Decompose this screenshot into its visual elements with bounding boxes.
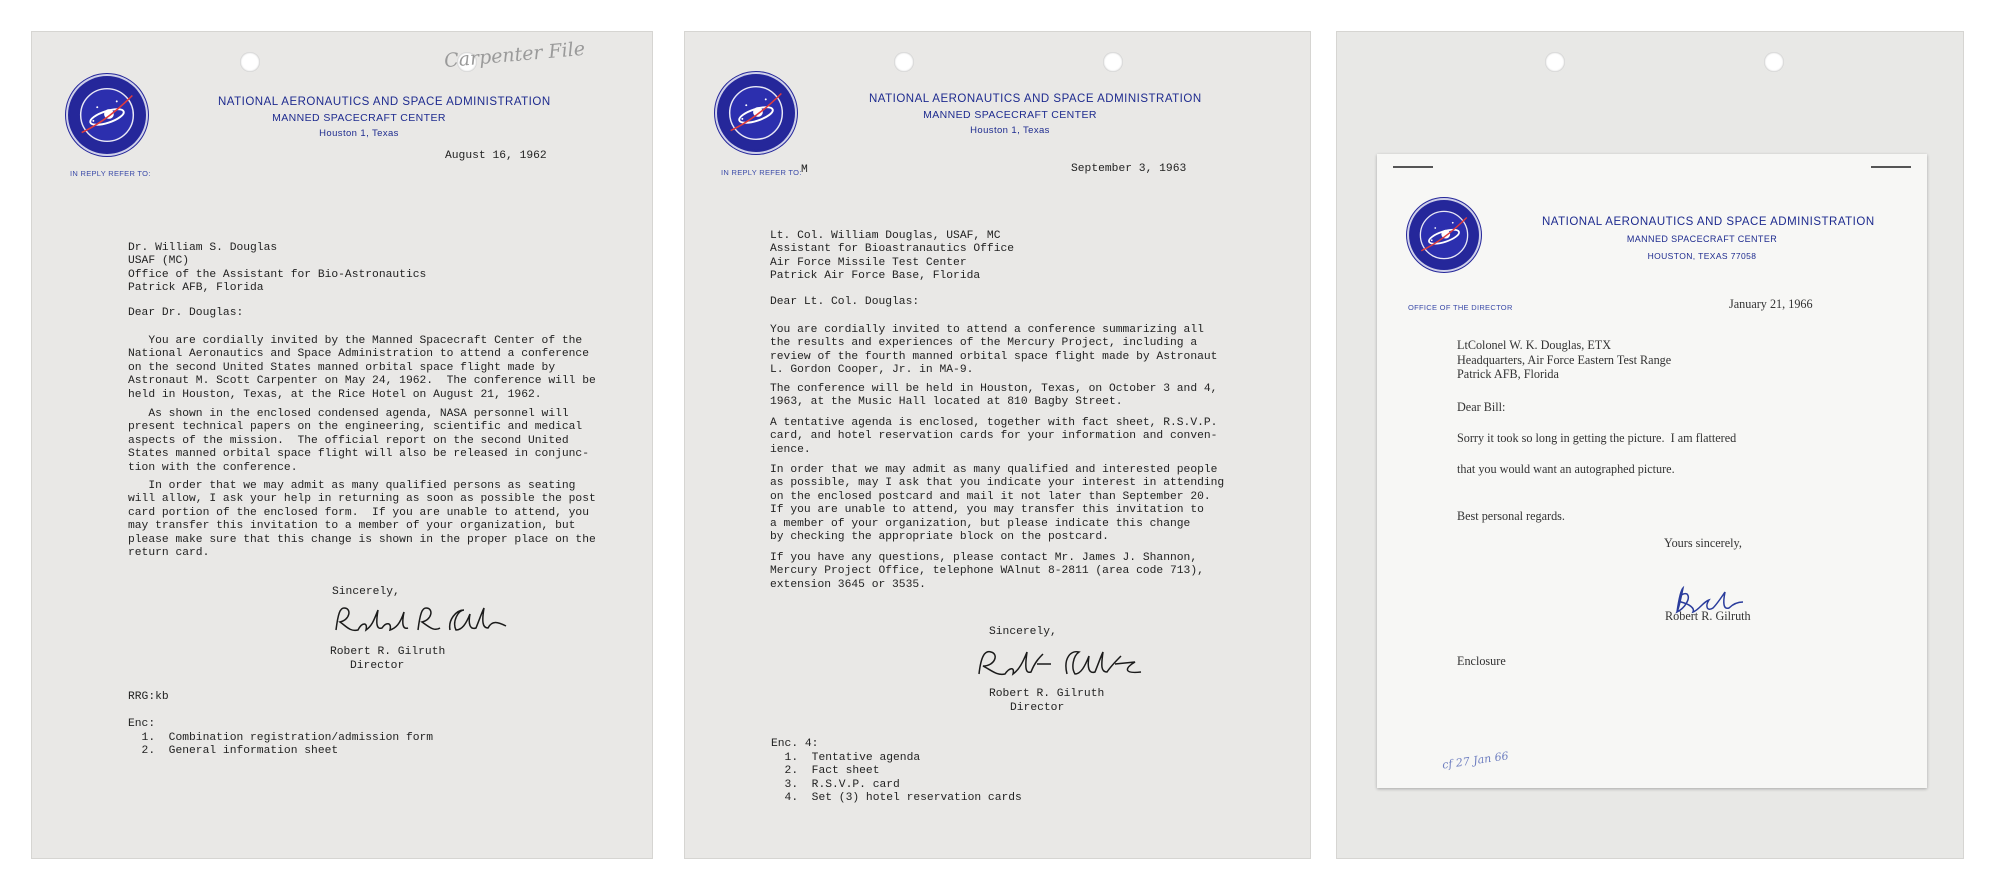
- signature: [330, 600, 510, 642]
- closing: Yours sincerely,: [1664, 536, 1742, 550]
- signer-name: Robert R. Gilruth: [330, 646, 446, 658]
- typist-initials: RRG:kb: [128, 691, 169, 703]
- office-label: OFFICE OF THE DIRECTOR: [1408, 303, 1513, 312]
- recipient-address: Lt. Col. William Douglas, USAF, MC Assistant for Bioastranautics Office Air Force Missile Test Center Patrick Air Force Base, Florida: [770, 230, 1015, 283]
- refer-label: IN REPLY REFER TO:: [70, 169, 151, 178]
- signer-title: Director: [1010, 702, 1065, 714]
- signer-name: Robert R. Gilruth: [1665, 609, 1751, 623]
- letter-1-page: [32, 32, 652, 858]
- regards: Best personal regards.: [1457, 509, 1565, 523]
- agency-name: NATIONAL AERONAUTICS AND SPACE ADMINISTRATION: [869, 93, 1202, 105]
- center-name: MANNED SPACECRAFT CENTER: [272, 112, 446, 124]
- body-paragraph: A tentative agenda is enclosed, together with fact sheet, R.S.V.P. card, and hotel reservation cards for your information and conven- ience.: [770, 417, 1218, 456]
- refer-code: M: [801, 164, 808, 176]
- signer-title: Director: [350, 660, 405, 672]
- enclosure-label: Enc:: [128, 718, 156, 730]
- body-line: that you would want an autographed picture.: [1457, 462, 1675, 476]
- letter-2-page: [685, 32, 1310, 858]
- letterhead: [1542, 216, 1875, 261]
- nasa-seal-icon: [717, 74, 795, 152]
- punch-hole: [1764, 52, 1784, 72]
- enclosure: Enclosure: [1457, 654, 1506, 668]
- handwritten-note: Carpenter File: [443, 37, 586, 73]
- punch-hole: [240, 52, 260, 72]
- punch-hole: [1103, 52, 1123, 72]
- body-paragraph: In order that we may admit as many qualified and interested people as possible, may I ask that you indicate your interest in attending on the enclosed postcard and mail it not later than September 20. If you are unable to attend, you may transfer this invitation to a member of your organization, but please indicate this change by checking the appropriate block on the postcard.: [770, 464, 1225, 544]
- body-paragraph: As shown in the enclosed condensed agenda, NASA personnel will present technical papers on the engineering, scientific and medical aspects of the mission. The official report on the second United States manned orbital space flight will also be released in conjunc- tion with the conference.: [128, 408, 589, 474]
- body-paragraph: The conference will be held in Houston, Texas, on October 3 and 4, 1963, at the Music Hall located at 810 Bagby Street.: [770, 383, 1218, 409]
- letterhead: [218, 96, 551, 139]
- center-name: MANNED SPACECRAFT CENTER: [1626, 234, 1778, 244]
- center-city: Houston 1, Texas: [970, 125, 1050, 136]
- signature: [975, 644, 1145, 686]
- signer-name: Robert R. Gilruth: [989, 688, 1105, 700]
- body-paragraph: In order that we may admit as many qualified persons as seating will allow, I ask your help in returning as soon as possible the post card portion of the enclosed form. If you are unable to attend, you may transfer this invitation to a member of your organization, but please make sure that this change is shown in the proper place on the return card.: [128, 480, 596, 560]
- center-city: HOUSTON, TEXAS 77058: [1647, 251, 1757, 261]
- center-city: Houston 1, Texas: [319, 128, 399, 139]
- enclosure-list: 1. Tentative agenda 2. Fact sheet 3. R.S.V.P. card 4. Set (3) hotel reservation cards: [771, 752, 1022, 805]
- letter-3-sheet: [1377, 154, 1927, 788]
- salutation: Dear Dr. Douglas:: [128, 307, 244, 319]
- staple: [1393, 166, 1433, 168]
- agency-name: NATIONAL AERONAUTICS AND SPACE ADMINISTRATION: [218, 96, 551, 108]
- handwritten-note: cf 27 Jan 66: [1441, 749, 1510, 772]
- body-paragraph: You are cordially invited by the Manned Spacecraft Center of the National Aeronautics and Space Administration to attend a conference on the second United States manned orbital space flight made by Astronaut M. Scott Carpenter on May 24, 1962. The conference will be held in Houston, Texas, at the Rice Hotel on August 21, 1962.: [128, 335, 596, 401]
- closing: Sincerely,: [989, 626, 1057, 638]
- nasa-seal-icon: [1409, 200, 1479, 270]
- body-paragraph: You are cordially invited to attend a conference summarizing all the results and experiences of the Mercury Project, including a review of the fourth manned orbital space flight made by Astronaut L. Gordon Cooper, Jr. in MA-9.: [770, 324, 1218, 377]
- agency-name: NATIONAL AERONAUTICS AND SPACE ADMINISTRATION: [1542, 216, 1875, 228]
- center-name: MANNED SPACECRAFT CENTER: [923, 109, 1097, 121]
- letter-date: January 21, 1966: [1729, 297, 1813, 311]
- enclosure-label: Enc. 4:: [771, 738, 819, 750]
- letter-3-page: [1337, 32, 1963, 858]
- nasa-seal-icon: [68, 76, 146, 154]
- letter-date: August 16, 1962: [445, 150, 547, 162]
- body-line: Sorry it took so long in getting the picture. I am flattered: [1457, 431, 1737, 445]
- letterhead: [869, 93, 1202, 136]
- staple: [1871, 166, 1911, 168]
- recipient-address: LtColonel W. K. Douglas, ETX Headquarters, Air Force Eastern Test Range Patrick AFB, Florida: [1457, 338, 1672, 381]
- salutation: Dear Bill:: [1457, 400, 1506, 414]
- enclosure-list: 1. Combination registration/admission form 2. General information sheet: [128, 732, 434, 758]
- punch-hole: [894, 52, 914, 72]
- closing: Sincerely,: [332, 586, 400, 598]
- body-paragraph: If you have any questions, please contact Mr. James J. Shannon, Mercury Project Office, telephone WAlnut 8-2811 (area code 713), extension 3645 or 3535.: [770, 552, 1204, 591]
- recipient-address: Dr. William S. Douglas USAF (MC) Office of the Assistant for Bio-Astronautics Patrick AFB, Florida: [128, 242, 427, 295]
- punch-hole: [1545, 52, 1565, 72]
- refer-label: IN REPLY REFER TO:: [721, 168, 802, 177]
- letter-date: September 3, 1963: [1071, 163, 1187, 175]
- salutation: Dear Lt. Col. Douglas:: [770, 296, 920, 308]
